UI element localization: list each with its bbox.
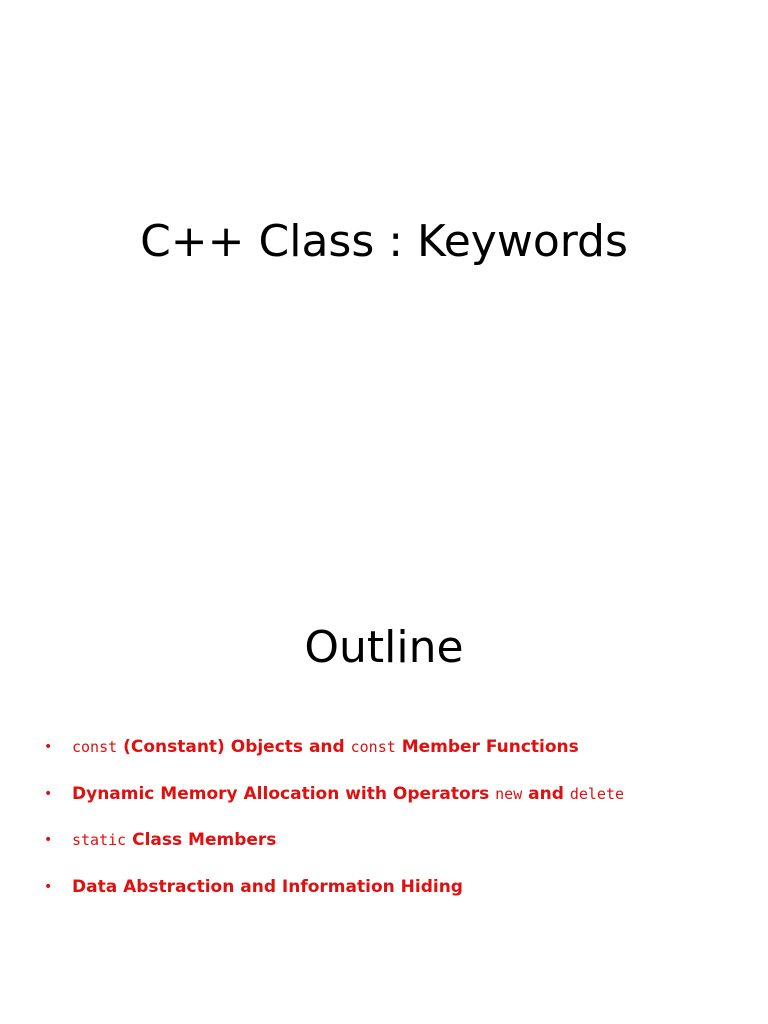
bullet-text-segment: Member Functions [395, 737, 579, 757]
bullet-text [72, 829, 276, 851]
outline-bullet-item [0, 783, 768, 830]
outline-bullet-item [0, 736, 768, 783]
bullet-text-segment: and [522, 783, 570, 804]
slide-title: C++ Class : Keywords [140, 216, 628, 267]
bullet-text [72, 876, 463, 898]
code-keyword: new [495, 784, 523, 803]
code-keyword: const [350, 738, 396, 756]
outline-bullet-item [0, 876, 768, 923]
outline-bullet-item [0, 829, 768, 876]
bullet-marker: • [44, 739, 53, 755]
outline-title: Outline [304, 622, 464, 673]
code-keyword: static [72, 831, 127, 849]
bullet-text-segment: Dynamic Memory Allocation with Operators [72, 783, 496, 804]
outline-bullet-list [0, 736, 768, 922]
bullet-marker: • [44, 878, 53, 895]
bullet-text-segment: Data Abstraction and Information Hiding [72, 876, 463, 897]
bullet-text-segment: Class Members [126, 830, 277, 850]
bullet-marker: • [44, 832, 53, 848]
code-keyword: delete [569, 784, 625, 803]
bullet-text [72, 736, 579, 758]
code-keyword: const [72, 738, 118, 756]
bullet-text [72, 783, 624, 805]
bullet-marker: • [44, 785, 53, 802]
bullet-text-segment: (Constant) Objects and [117, 737, 351, 757]
slide-2 [0, 512, 768, 1024]
